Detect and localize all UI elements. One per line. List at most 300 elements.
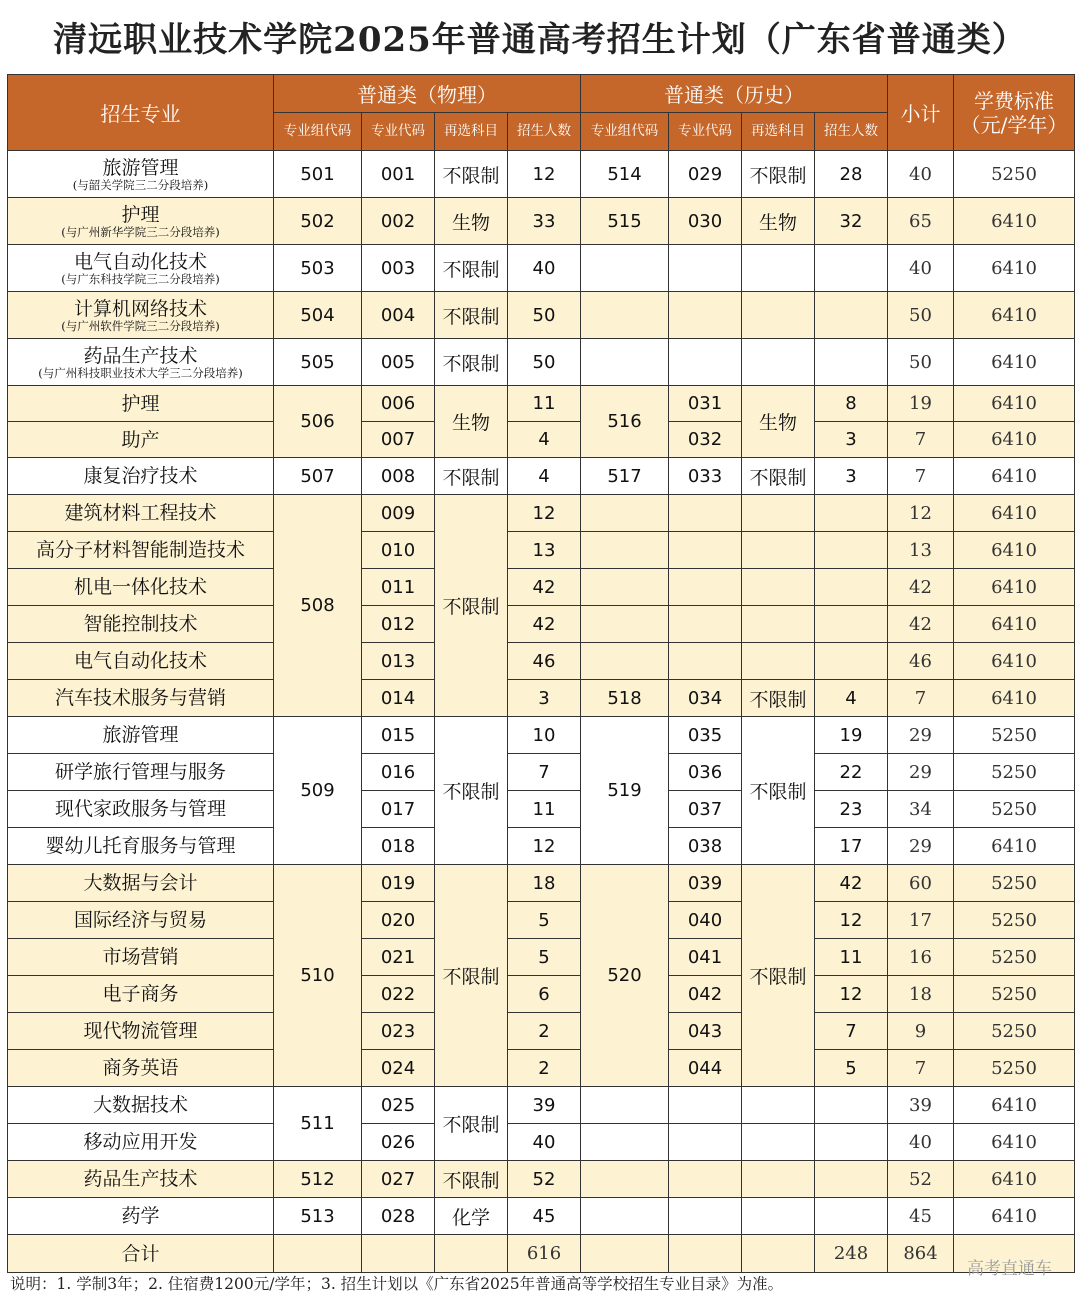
enrollment-plan-table [7,74,1075,1273]
history-subject: 不限制 [742,458,815,495]
physics-subject: 不限制 [435,495,508,717]
history-count [815,1087,888,1124]
physics-major-code: 027 [362,1161,435,1198]
subtotal-cell: 29 [888,754,954,791]
history-count: 3 [815,458,888,495]
physics-major-code: 019 [362,865,435,902]
table-row [8,717,1075,754]
physics-group-code: 504 [274,292,362,339]
physics-count: 4 [508,458,581,495]
fee-cell: 6410 [954,606,1075,643]
subtotal-cell: 60 [888,865,954,902]
subtotal-cell: 34 [888,791,954,828]
major-name-cell [8,339,274,386]
history-group-code [581,606,669,643]
header-physics-group: 普通类（物理） [274,75,581,113]
fee-cell: 6410 [954,680,1075,717]
history-count: 12 [815,902,888,939]
physics-group-code: 506 [274,386,362,458]
fee-cell: 6410 [954,643,1075,680]
table-row [8,902,1075,939]
header-history-group: 普通类（历史） [581,75,888,113]
subtotal-cell: 17 [888,902,954,939]
history-major-code: 042 [669,976,742,1013]
physics-major-code: 013 [362,643,435,680]
major-name-cell [8,495,274,532]
history-subject [742,606,815,643]
history-group-code: 518 [581,680,669,717]
history-subject: 不限制 [742,151,815,198]
physics-major-code: 017 [362,791,435,828]
history_count-cell: 248 [815,1235,888,1273]
history-group-code: 516 [581,386,669,458]
major-name-cell [8,1050,274,1087]
physics-major-code: 007 [362,422,435,458]
physics-major-code: 024 [362,1050,435,1087]
table-row [8,976,1075,1013]
major-name-cell [8,865,274,902]
major-name: 电子商务 [102,983,179,1005]
empty-cell [669,1235,742,1273]
major-name: 大数据与会计 [83,872,198,894]
history-count: 22 [815,754,888,791]
table-row [8,569,1075,606]
major-name: 智能控制技术 [83,613,198,635]
major-name-cell [8,754,274,791]
major-name-cell [8,791,274,828]
physics-count: 50 [508,292,581,339]
table-row [8,939,1075,976]
physics-group-code: 502 [274,198,362,245]
empty-cell [362,1235,435,1273]
physics-subject: 不限制 [435,458,508,495]
fee-cell: 5250 [954,717,1075,754]
physics-group-code: 511 [274,1087,362,1161]
physics-count: 42 [508,606,581,643]
history-subject [742,495,815,532]
history-count: 28 [815,151,888,198]
major-name-cell [8,1013,274,1050]
physics-count: 4 [508,422,581,458]
physics-subject: 不限制 [435,245,508,292]
history-count: 17 [815,828,888,865]
table-row [8,643,1075,680]
table-row [8,791,1075,828]
physics-major-code: 001 [362,151,435,198]
subtotal-cell: 45 [888,1198,954,1235]
major-name: 药学 [121,1205,160,1227]
history-major-code: 032 [669,422,742,458]
major-name-cell [8,828,274,865]
physics-count: 46 [508,643,581,680]
major-name: 护理 [121,392,160,415]
subtotal-cell: 42 [888,606,954,643]
fee-cell: 6410 [954,1161,1075,1198]
footnote: 说明：1. 学制3年；2. 住宿费1200元/学年；3. 招生计划以《广东省2025年普通高等学校招生专业目录》为准。 [10,1275,784,1293]
major-name: 移动应用开发 [83,1131,198,1153]
total-label: 合计 [8,1235,274,1273]
history-count: 5 [815,1050,888,1087]
physics-count: 12 [508,828,581,865]
history-subject: 不限制 [742,680,815,717]
history-major-code: 041 [669,939,742,976]
subtotal-cell: 40 [888,245,954,292]
history-major-code [669,1124,742,1161]
history-major-code: 039 [669,865,742,902]
history-count: 23 [815,791,888,828]
major-note: (与广东科技学院三二分段培养) [61,271,220,286]
history-count [815,1198,888,1235]
physics-count: 39 [508,1087,581,1124]
fee-cell: 6410 [954,828,1075,865]
major-name-cell [8,292,274,339]
fee-cell: 5250 [954,939,1075,976]
history-major-code [669,606,742,643]
physics-count: 11 [508,386,581,422]
subtotal-cell: 18 [888,976,954,1013]
fee-cell: 6410 [954,1124,1075,1161]
fee-cell: 6410 [954,245,1075,292]
history-group-code: 514 [581,151,669,198]
history-major-code: 037 [669,791,742,828]
fee-cell: 6410 [954,1087,1075,1124]
history-group-code [581,1198,669,1235]
table-row [8,386,1075,422]
history-count: 12 [815,976,888,1013]
history-group-code [581,1124,669,1161]
physics-count: 3 [508,680,581,717]
physics-count: 42 [508,569,581,606]
table-row [8,680,1075,717]
physics-major-code: 010 [362,532,435,569]
physics-subject: 不限制 [435,339,508,386]
major-note: (与广州科技职业技术大学三二分段培养) [38,365,243,380]
subtotal-cell: 50 [888,292,954,339]
table-row [8,606,1075,643]
physics-major-code: 003 [362,245,435,292]
physics-subject: 不限制 [435,865,508,1087]
physics-count: 12 [508,151,581,198]
total-row [8,1235,1075,1273]
physics-count: 50 [508,339,581,386]
fee-cell: 5250 [954,791,1075,828]
history-major-code [669,643,742,680]
history-group-code: 520 [581,865,669,1087]
history-group-code [581,245,669,292]
major-name: 康复治疗技术 [83,465,198,487]
header-history-group-code: 专业组代码 [581,113,669,151]
physics-count: 18 [508,865,581,902]
history-group-code: 515 [581,198,669,245]
history-subject: 不限制 [742,865,815,1087]
history-group-code [581,532,669,569]
major-name-cell [8,245,274,292]
history-group-code: 519 [581,717,669,865]
history-subject [742,643,815,680]
major-name-cell [8,1161,274,1198]
physics-count: 5 [508,939,581,976]
major-note: (与广州新华学院三二分段培养) [61,224,220,239]
major-name-cell [8,458,274,495]
physics-major-code: 011 [362,569,435,606]
physics-group-code: 513 [274,1198,362,1235]
physics-major-code: 020 [362,902,435,939]
physics-major-code: 022 [362,976,435,1013]
fee-cell: 6410 [954,386,1075,422]
physics-count: 40 [508,245,581,292]
history-major-code: 035 [669,717,742,754]
physics-count: 52 [508,1161,581,1198]
subtotal-cell: 12 [888,495,954,532]
subtotal-cell: 46 [888,643,954,680]
physics-major-code: 028 [362,1198,435,1235]
major-name-cell [8,1198,274,1235]
major-name-cell [8,1124,274,1161]
physics-group-code: 501 [274,151,362,198]
physics-major-code: 004 [362,292,435,339]
major-name: 电气自动化技术 [73,250,207,273]
physics-count: 45 [508,1198,581,1235]
physics-subject: 不限制 [435,1161,508,1198]
physics-count: 2 [508,1050,581,1087]
fee-cell: 5250 [954,902,1075,939]
history-major-code [669,569,742,606]
history-major-code: 040 [669,902,742,939]
major-name-cell [8,606,274,643]
history-count [815,532,888,569]
physics-major-code: 002 [362,198,435,245]
major-name: 电气自动化技术 [73,650,207,672]
major-name: 大数据技术 [92,1094,188,1116]
table-row [8,292,1075,339]
major-name: 护理 [121,203,160,226]
history-count: 11 [815,939,888,976]
history-major-code: 029 [669,151,742,198]
physics-group-code: 509 [274,717,362,865]
history-major-code: 036 [669,754,742,791]
history-count: 32 [815,198,888,245]
major-name: 建筑材料工程技术 [64,502,217,524]
history-subject [742,569,815,606]
physics-subject: 不限制 [435,151,508,198]
fee-cell: 6410 [954,1198,1075,1235]
major-name: 高分子材料智能制造技术 [35,539,245,561]
header-physics-count: 招生人数 [508,113,581,151]
physics_count-cell: 616 [508,1235,581,1273]
table-row [8,151,1075,198]
subtotal-cell: 65 [888,198,954,245]
fee-cell: 5250 [954,754,1075,791]
major-name-cell [8,902,274,939]
history-count [815,643,888,680]
physics-major-code: 015 [362,717,435,754]
major-name-cell [8,939,274,976]
fee-cell: 6410 [954,458,1075,495]
physics-count: 33 [508,198,581,245]
physics-major-code: 016 [362,754,435,791]
subtotal-cell: 40 [888,151,954,198]
history-count: 19 [815,717,888,754]
physics-group-code: 508 [274,495,362,717]
header-history-count: 招生人数 [815,113,888,151]
history-major-code [669,532,742,569]
table-row [8,1050,1075,1087]
fee-cell: 6410 [954,292,1075,339]
history-count [815,606,888,643]
table-row [8,1198,1075,1235]
history-count: 7 [815,1013,888,1050]
major-name: 旅游管理 [102,156,179,179]
header-major: 招生专业 [8,75,274,151]
physics-count: 12 [508,495,581,532]
major-name: 婴幼儿托育服务与管理 [45,835,236,857]
physics-group-code: 505 [274,339,362,386]
physics-subject: 化学 [435,1198,508,1235]
major-name-cell [8,1087,274,1124]
subtotal-cell: 29 [888,828,954,865]
table-row [8,339,1075,386]
major-name: 汽车技术服务与营销 [54,687,226,709]
major-name: 现代物流管理 [83,1020,198,1042]
fee-cell: 5250 [954,151,1075,198]
history-count: 8 [815,386,888,422]
subtotal-cell: 29 [888,717,954,754]
history-subject [742,339,815,386]
table-row [8,532,1075,569]
major-name: 商务英语 [102,1057,179,1079]
history-subject [742,1124,815,1161]
physics-major-code: 025 [362,1087,435,1124]
history-count [815,1161,888,1198]
history-count [815,339,888,386]
history-subject [742,1198,815,1235]
subtotal-cell: 7 [888,458,954,495]
physics-count: 10 [508,717,581,754]
subtotal-cell: 13 [888,532,954,569]
table-row [8,198,1075,245]
subtotal-cell: 52 [888,1161,954,1198]
major-name: 国际经济与贸易 [73,909,207,931]
history-major-code: 044 [669,1050,742,1087]
major-name-cell [8,422,274,458]
fee-cell: 6410 [954,569,1075,606]
history-major-code [669,339,742,386]
table-row [8,865,1075,902]
header-physics-major-code: 专业代码 [362,113,435,151]
total-cell: 864 [888,1235,954,1273]
history-count: 3 [815,422,888,458]
physics-subject: 不限制 [435,717,508,865]
fee-cell: 5250 [954,865,1075,902]
major-name-cell [8,532,274,569]
fee-cell: 6410 [954,339,1075,386]
physics-subject: 生物 [435,386,508,458]
major-name-cell [8,386,274,422]
physics-count: 13 [508,532,581,569]
physics-count: 2 [508,1013,581,1050]
history-group-code: 517 [581,458,669,495]
history-group-code [581,292,669,339]
fee-cell: 5250 [954,1050,1075,1087]
history-major-code: 043 [669,1013,742,1050]
history-major-code: 038 [669,828,742,865]
major-name-cell [8,717,274,754]
history-subject [742,532,815,569]
history-major-code [669,1161,742,1198]
history-group-code [581,495,669,532]
history-major-code [669,1087,742,1124]
physics-major-code: 021 [362,939,435,976]
header-history-subject: 再选科目 [742,113,815,151]
history-major-code [669,245,742,292]
physics-group-code: 503 [274,245,362,292]
major-name: 现代家政服务与管理 [54,798,226,820]
major-name: 市场营销 [102,946,179,968]
major-name-cell [8,198,274,245]
empty-cell [274,1235,362,1273]
header-physics-subject: 再选科目 [435,113,508,151]
page-title: 清远职业技术学院2025年普通高考招生计划（广东省普通类） [53,20,1027,60]
physics-major-code: 014 [362,680,435,717]
physics-subject: 不限制 [435,292,508,339]
major-name: 研学旅行管理与服务 [54,761,226,783]
physics-group-code: 512 [274,1161,362,1198]
history-count [815,495,888,532]
table-row [8,828,1075,865]
subtotal-cell: 50 [888,339,954,386]
watermark: 高考直通车 [967,1259,1052,1279]
header-fee: 学费标准（元/学年） [954,75,1075,151]
fee-cell: 6410 [954,422,1075,458]
subtotal-cell: 39 [888,1087,954,1124]
physics-major-code: 018 [362,828,435,865]
physics-count: 5 [508,902,581,939]
empty-cell [581,1235,669,1273]
physics-count: 6 [508,976,581,1013]
physics-subject: 生物 [435,198,508,245]
physics-major-code: 008 [362,458,435,495]
history-major-code [669,495,742,532]
physics-major-code: 023 [362,1013,435,1050]
history-group-code [581,1161,669,1198]
history-major-code [669,1198,742,1235]
history-group-code [581,569,669,606]
history-count [815,569,888,606]
physics-count: 40 [508,1124,581,1161]
major-name: 旅游管理 [102,724,179,746]
history-subject [742,1087,815,1124]
physics-count: 11 [508,791,581,828]
subtotal-cell: 7 [888,1050,954,1087]
table-row [8,245,1075,292]
table-row [8,422,1075,458]
history-major-code: 033 [669,458,742,495]
table-row [8,1161,1075,1198]
table-row [8,495,1075,532]
major-note: (与广州软件学院三二分段培养) [61,318,220,333]
header-subtotal: 小计 [888,75,954,151]
physics-count: 7 [508,754,581,791]
subtotal-cell: 7 [888,422,954,458]
history-major-code: 031 [669,386,742,422]
major-name-cell [8,151,274,198]
history-subject [742,292,815,339]
physics-major-code: 009 [362,495,435,532]
history-major-code: 034 [669,680,742,717]
header-history-major-code: 专业代码 [669,113,742,151]
table-row [8,754,1075,791]
history-count: 42 [815,865,888,902]
